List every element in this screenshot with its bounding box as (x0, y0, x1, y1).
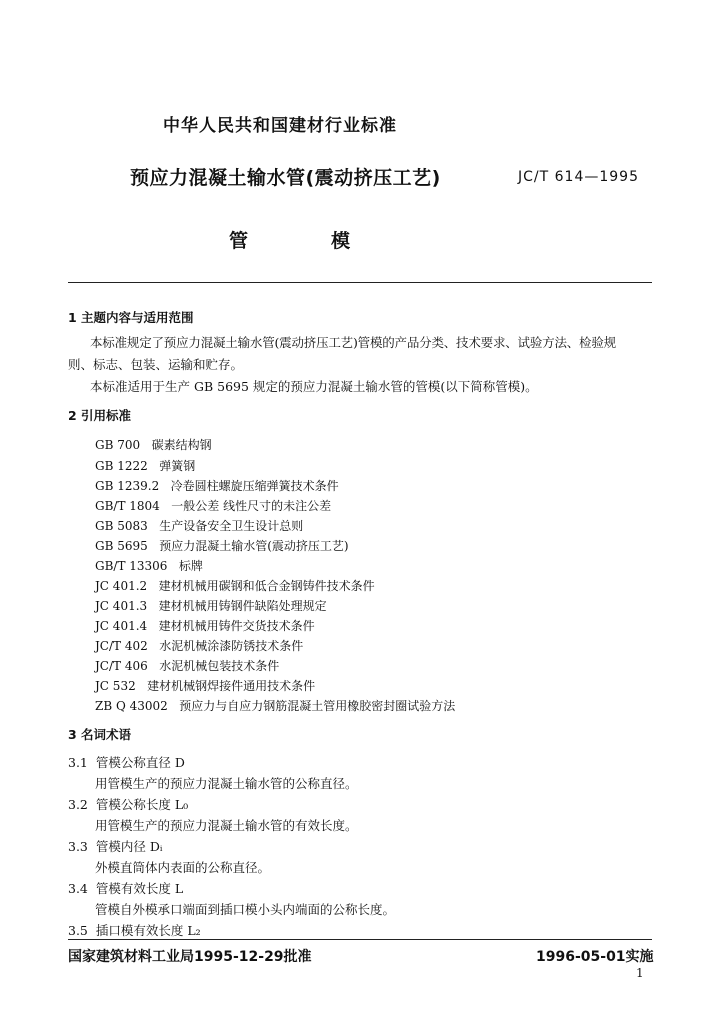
term-number: 3.2 (68, 797, 88, 812)
term-name: 管模有效长度 L (95, 881, 184, 896)
term-number: 3.1 (68, 755, 88, 770)
reference-code: JC 401.4 (95, 619, 148, 633)
reference-name: 生产设备安全卫生设计总则 (159, 519, 304, 533)
reference-code: JC/T 402 (95, 639, 148, 653)
reference-name: 水泥机械涂漆防锈技术条件 (159, 639, 304, 653)
reference-code: GB 700 (95, 438, 141, 452)
approval-date: 国家建筑材料工业局1995-12-29批准 (68, 949, 312, 965)
header-divider (68, 282, 652, 283)
reference-code: GB/T 13306 (95, 559, 168, 573)
reference-item (95, 517, 303, 534)
reference-name: 标牌 (178, 559, 203, 573)
term-3-3 (68, 837, 162, 855)
subtitle-char-1: 管 (229, 230, 249, 252)
reference-name: 一般公差 线性尺寸的未注公差 (171, 499, 332, 513)
section-1-heading: 1 主题内容与适用范围 (68, 310, 194, 325)
reference-code: JC 401.3 (95, 599, 148, 613)
footer-divider (68, 939, 652, 940)
reference-item (95, 577, 375, 594)
term-number: 3.5 (68, 923, 88, 938)
reference-item (95, 557, 203, 574)
reference-item (95, 457, 195, 474)
reference-name: 碳素结构钢 (151, 438, 212, 452)
reference-name: 弹簧钢 (159, 459, 196, 473)
reference-code: GB/T 1804 (95, 499, 160, 513)
reference-item (95, 677, 315, 694)
term-3-1 (68, 753, 185, 771)
term-3-2 (68, 795, 188, 813)
page-number: 1 (636, 966, 644, 980)
reference-item (95, 597, 327, 614)
subtitle-char-2: 模 (331, 230, 351, 252)
term-definition: 用管模生产的预应力混凝土输水管的有效长度。 (95, 818, 358, 833)
reference-item (95, 617, 315, 634)
reference-item (95, 477, 339, 494)
reference-code: JC 532 (95, 679, 136, 693)
term-3-5 (68, 921, 201, 939)
reference-code: JC/T 406 (95, 659, 148, 673)
term-definition: 用管模生产的预应力混凝土输水管的公称直径。 (95, 776, 358, 791)
reference-item (95, 436, 212, 453)
reference-name: 冷卷圆柱螺旋压缩弹簧技术条件 (170, 479, 339, 493)
reference-code: GB 1222 (95, 459, 148, 473)
reference-item (95, 497, 331, 514)
section-1-paragraph-1-line-2: 则、标志、包装、运输和贮存。 (68, 357, 244, 372)
term-name: 管模内径 Dᵢ (95, 839, 163, 854)
reference-name: 建材机械用铸件交货技术条件 (158, 619, 315, 633)
term-number: 3.4 (68, 881, 88, 896)
reference-item (95, 657, 279, 674)
section-1-paragraph-2: 本标准适用于生产 GB 5695 规定的预应力混凝土输水管的管模(以下简称管模)。 (90, 379, 538, 394)
reference-item (95, 697, 455, 714)
reference-code: ZB Q 43002 (95, 699, 168, 713)
reference-code: GB 1239.2 (95, 479, 160, 493)
document-title: 预应力混凝土输水管(震动挤压工艺) (130, 167, 441, 189)
term-number: 3.3 (68, 839, 88, 854)
reference-code: GB 5695 (95, 539, 148, 553)
term-name: 管模公称直径 D (95, 755, 185, 770)
term-name: 管模公称长度 L₀ (95, 797, 189, 812)
issuing-body-header: 中华人民共和国建材行业标准 (163, 116, 397, 136)
reference-name: 预应力与自应力钢筋混凝土管用橡胶密封圈试验方法 (179, 699, 456, 713)
section-3-heading: 3 名词术语 (68, 727, 132, 742)
standard-code: JC/T 614—1995 (518, 169, 639, 185)
reference-name: 水泥机械包装技术条件 (159, 659, 280, 673)
reference-name: 预应力混凝土输水管(震动挤压工艺) (159, 539, 349, 553)
term-definition: 管模自外模承口端面到插口模小头内端面的公称长度。 (95, 902, 396, 917)
term-definition: 外模直筒体内表面的公称直径。 (95, 860, 271, 875)
reference-name: 建材机械用碳钢和低合金钢铸件技术条件 (158, 579, 375, 593)
reference-item (95, 537, 349, 554)
implementation-date: 1996-05-01实施 (536, 949, 654, 965)
reference-code: GB 5083 (95, 519, 148, 533)
term-name: 插口模有效长度 L₂ (95, 923, 201, 938)
section-1-paragraph-1-line-1: 本标准规定了预应力混凝土输水管(震动挤压工艺)管模的产品分类、技术要求、试验方法、检验规 (90, 335, 616, 350)
reference-item (95, 637, 303, 654)
section-2-heading: 2 引用标准 (68, 408, 132, 423)
reference-name: 建材机械用铸钢件缺陷处理规定 (158, 599, 327, 613)
reference-name: 建材机械钢焊接件通用技术条件 (147, 679, 316, 693)
reference-code: JC 401.2 (95, 579, 148, 593)
term-3-4 (68, 879, 183, 897)
